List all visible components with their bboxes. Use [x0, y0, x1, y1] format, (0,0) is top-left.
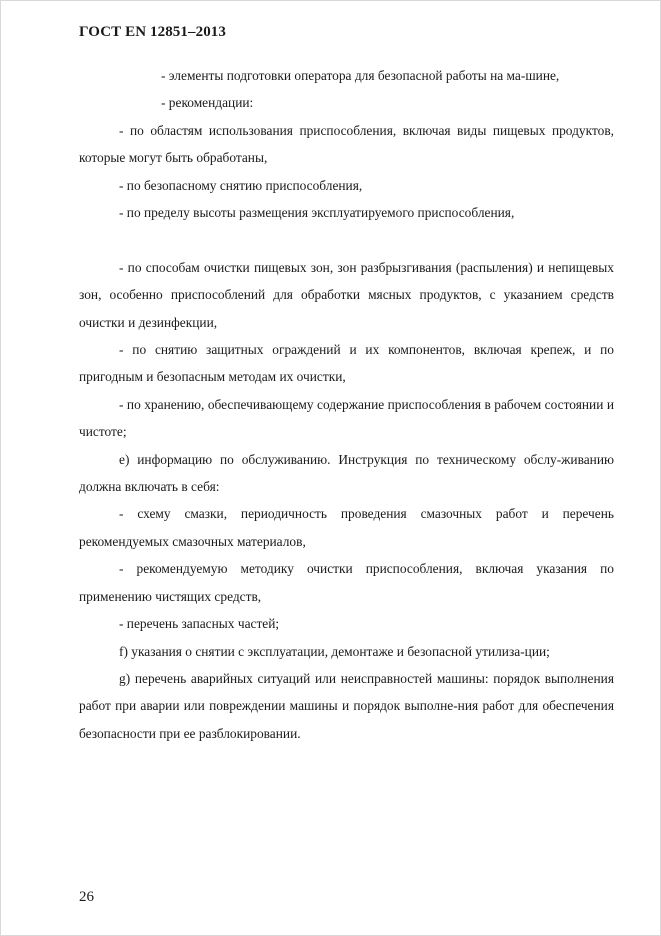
paragraph-spare-parts: - перечень запасных частей;: [119, 616, 280, 632]
paragraph-recommendations: - рекомендации:: [161, 95, 254, 111]
paragraph-height-limit: - по пределу высоты размещения эксплуатируемого приспособления,: [119, 205, 515, 221]
paragraph-decommissioning: f) указания о снятии с эксплуатации, демонтаже и безопасной утилиза-ции;: [119, 643, 550, 659]
page-number: 26: [79, 889, 94, 905]
paragraph-cleaning-methods: - по способам очистки пищевых зон, зон разбрызгивания (распыления) и непищевых зон, особенно приспособлений для обработки мясных продуктов, с указанием средств очистки и дезинфекции,: [79, 259, 614, 330]
paragraph-storage: - по хранению, обеспечивающему содержание приспособления в рабочем состоянии и чистоте;: [79, 396, 614, 440]
paragraph-maintenance-info: e) информацию по обслуживанию. Инструкция по техническому обслу-живанию должна включать в себя:: [79, 451, 614, 495]
paragraph-cleaning-procedure: - рекомендуемую методику очистки приспособления, включая указания по применению чистящих средств,: [79, 561, 614, 604]
paragraph-usage-areas: - по областям использования приспособления, включая виды пищевых продуктов, которые могут быть обработаны,: [79, 122, 614, 166]
document-body: [79, 62, 614, 747]
paragraph-lubrication: - схему смазки, периодичность проведения смазочных работ и перечень рекомендуемых смазочных материалов,: [79, 506, 614, 549]
paragraph-safe-removal: - по безопасному снятию приспособления,: [119, 177, 363, 193]
paragraph-emergency: g) перечень аварийных ситуаций или неисправностей машины: порядок выполнения работ при аварии или повреждении машины и порядок выполне-ния работ для обеспечения безопасности при ее разблокировании.: [79, 670, 614, 741]
paragraph-guard-removal: - по снятию защитных ограждений и их компонентов, включая крепеж, и по пригодным и безопасным методам их очистки,: [79, 342, 614, 385]
blank-line: [79, 226, 614, 253]
paragraph-operator-training: - элементы подготовки оператора для безопасной работы на ма-шине,: [161, 68, 560, 83]
document-header: ГОСТ EN 12851–2013: [79, 24, 226, 40]
